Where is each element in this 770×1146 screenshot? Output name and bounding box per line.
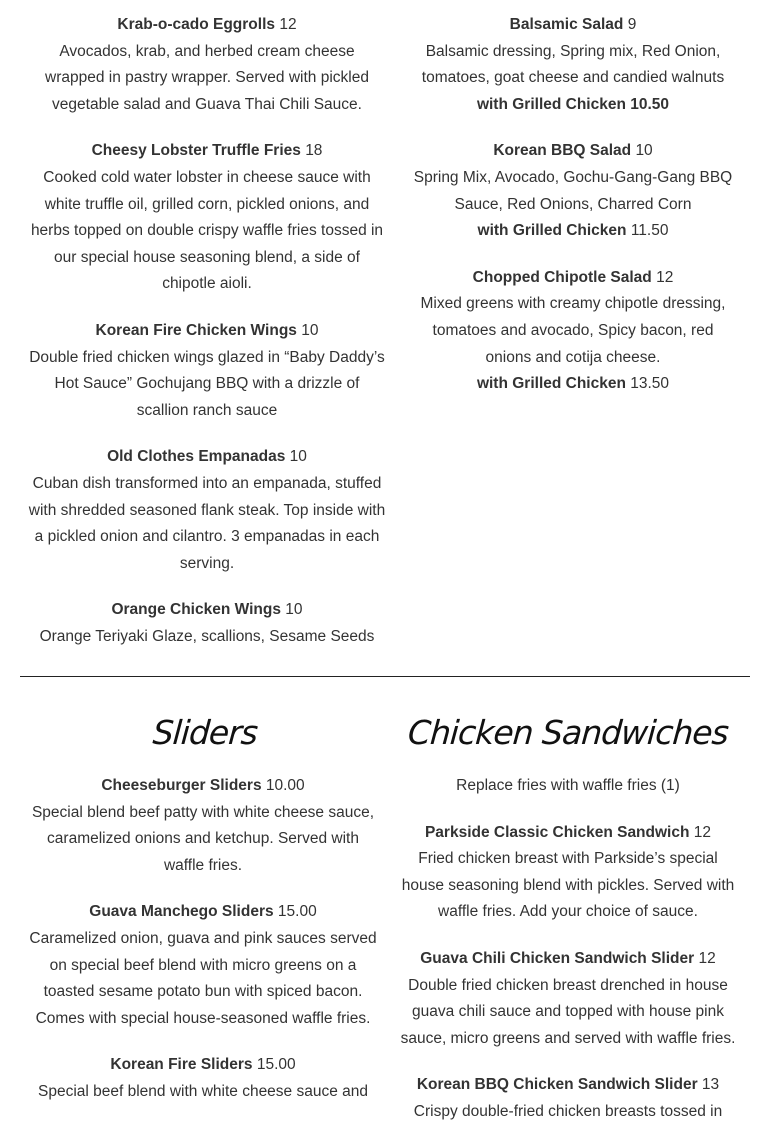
item-price: 15.00 <box>277 903 317 921</box>
item-description: Balsamic dressing, Spring mix, Red Onion, tomatoes, goat cheese and candied walnuts <box>421 42 725 87</box>
item-description: Spring Mix, Avocado, Gochu-Gang-Gang BBQ Sauce, Red Onions, Charred Corn <box>413 168 733 213</box>
item-name: Old Clothes Empanadas <box>107 448 286 466</box>
item-description: Double fried chicken breast drenched in house guava chili sauce and topped with house pink sauce, micro greens and served with waffle fries. <box>400 976 736 1047</box>
item-price: 10 <box>285 601 303 619</box>
item-description: Mixed greens with creamy chipotle dressing, tomatoes and avocado, Spicy bacon, red onions and cotija cheese. <box>420 295 726 366</box>
item-name: Chopped Chipotle Salad <box>472 268 652 286</box>
appetizers-column <box>28 12 386 670</box>
item-name: Korean BBQ Salad <box>493 142 632 160</box>
item-price: 10.00 <box>265 777 305 794</box>
menu-item-krab-o-cado-eggrolls <box>28 12 386 118</box>
item-description: Cooked cold water lobster in cheese sauce with white truffle oil, grilled corn, pickled onions, and herbs topped on double crispy waffle fries tossed in our special house seasoning blend, a side of chipotle aioli. <box>30 168 384 293</box>
item-name: Guava Manchego Sliders <box>89 903 274 921</box>
menu-item-balsamic-salad <box>408 12 738 118</box>
addon-label: with Grilled Chicken <box>476 375 626 393</box>
menu-item-cheesy-lobster-truffle-fries <box>28 138 386 298</box>
item-price: 10 <box>635 142 653 160</box>
sliders-heading: Sliders <box>151 713 259 752</box>
section-divider <box>20 676 750 677</box>
menu-item-korean-fire-chicken-wings <box>28 318 386 424</box>
item-price: 12 <box>698 949 716 967</box>
item-price: 12 <box>656 268 674 286</box>
item-description: Crispy double-fried chicken breasts tossed in <box>413 1102 723 1120</box>
item-name: Orange Chicken Wings <box>111 601 281 619</box>
item-price: 13 <box>701 1076 720 1094</box>
menu-item-korean-bbq-chicken-sandwich-slider <box>395 1072 741 1125</box>
menu-item-guava-manchego-sliders <box>28 899 378 1032</box>
item-description: Avocados, krab, and herbed cream cheese wrapped in pastry wrapper. Served with pickled vegetable salad and Guava Thai Chili Sauce. <box>45 42 369 113</box>
item-price: 18 <box>305 142 323 160</box>
item-description: Orange Teriyaki Glaze, scallions, Sesame Seeds <box>39 627 375 645</box>
menu-item-guava-chili-chicken-sandwich-slider <box>395 946 741 1052</box>
item-addon <box>408 371 738 398</box>
item-price: 10 <box>301 321 319 339</box>
item-description: Special beef blend with white cheese sauce and <box>37 1082 369 1100</box>
menu-item-chopped-chipotle-salad <box>408 265 738 398</box>
chicken-sandwiches-column <box>395 773 741 1146</box>
menu-item-old-clothes-empanadas <box>28 444 386 577</box>
addon-label: with Grilled Chicken <box>477 222 627 240</box>
item-addon <box>408 92 738 119</box>
item-name: Balsamic Salad <box>509 16 624 33</box>
addon-price: 10.50 <box>630 95 670 113</box>
item-description: Fried chicken breast with Parkside’s special house seasoning blend with pickles. Served with waffle fries. Add your choice of sauce. <box>401 850 735 921</box>
item-description: Special blend beef patty with white cheese sauce, caramelized onions and ketchup. Served with waffle fries. <box>31 803 375 874</box>
menu-item-korean-bbq-salad <box>408 138 738 244</box>
item-description: Caramelized onion, guava and pink sauces served on special beef blend with micro greens on a toasted sesame potato bun with spiced bacon. Comes with special house-seasoned waffle fries. <box>29 929 377 1027</box>
item-description: Cuban dish transformed into an empanada, stuffed with shredded seasoned flank steak. Top inside with a pickled onion and cilantro. 3 empanadas in each serving. <box>28 474 386 572</box>
menu-item-orange-chicken-wings <box>28 597 386 650</box>
item-name: Korean Fire Chicken Wings <box>95 321 297 339</box>
item-name: Cheeseburger Sliders <box>101 777 262 794</box>
item-name: Cheesy Lobster Truffle Fries <box>91 142 301 160</box>
item-price: 10 <box>289 448 307 466</box>
item-name: Guava Chili Chicken Sandwich Slider <box>420 949 695 967</box>
item-addon <box>408 218 738 245</box>
item-name: Korean BBQ Chicken Sandwich Slider <box>416 1076 698 1094</box>
addon-price: 11.50 <box>630 222 669 240</box>
sliders-column <box>28 773 378 1126</box>
item-price: 15.00 <box>256 1056 296 1074</box>
item-name: Parkside Classic Chicken Sandwich <box>424 823 690 841</box>
salads-column <box>408 12 738 418</box>
addon-label: with Grilled Chicken <box>476 95 626 113</box>
waffle-fries-note: Replace fries with waffle fries (1) <box>456 777 680 794</box>
item-price: 12 <box>279 16 297 33</box>
addon-price: 13.50 <box>630 375 670 393</box>
item-name: Korean Fire Sliders <box>110 1056 253 1074</box>
item-name: Krab-o-cado Eggrolls <box>117 16 276 33</box>
chicken-sandwiches-heading: Chicken Sandwiches <box>406 713 730 752</box>
menu-item-parkside-classic-chicken-sandwich <box>395 820 741 926</box>
menu-item-korean-fire-sliders <box>28 1052 378 1105</box>
item-price: 9 <box>627 16 637 33</box>
menu-item-cheeseburger-sliders <box>28 773 378 879</box>
item-description: Double fried chicken wings glazed in “Baby Daddy’s Hot Sauce” Gochujang BBQ with a drizzle of scallion ranch sauce <box>29 348 385 419</box>
item-price: 12 <box>693 823 712 841</box>
